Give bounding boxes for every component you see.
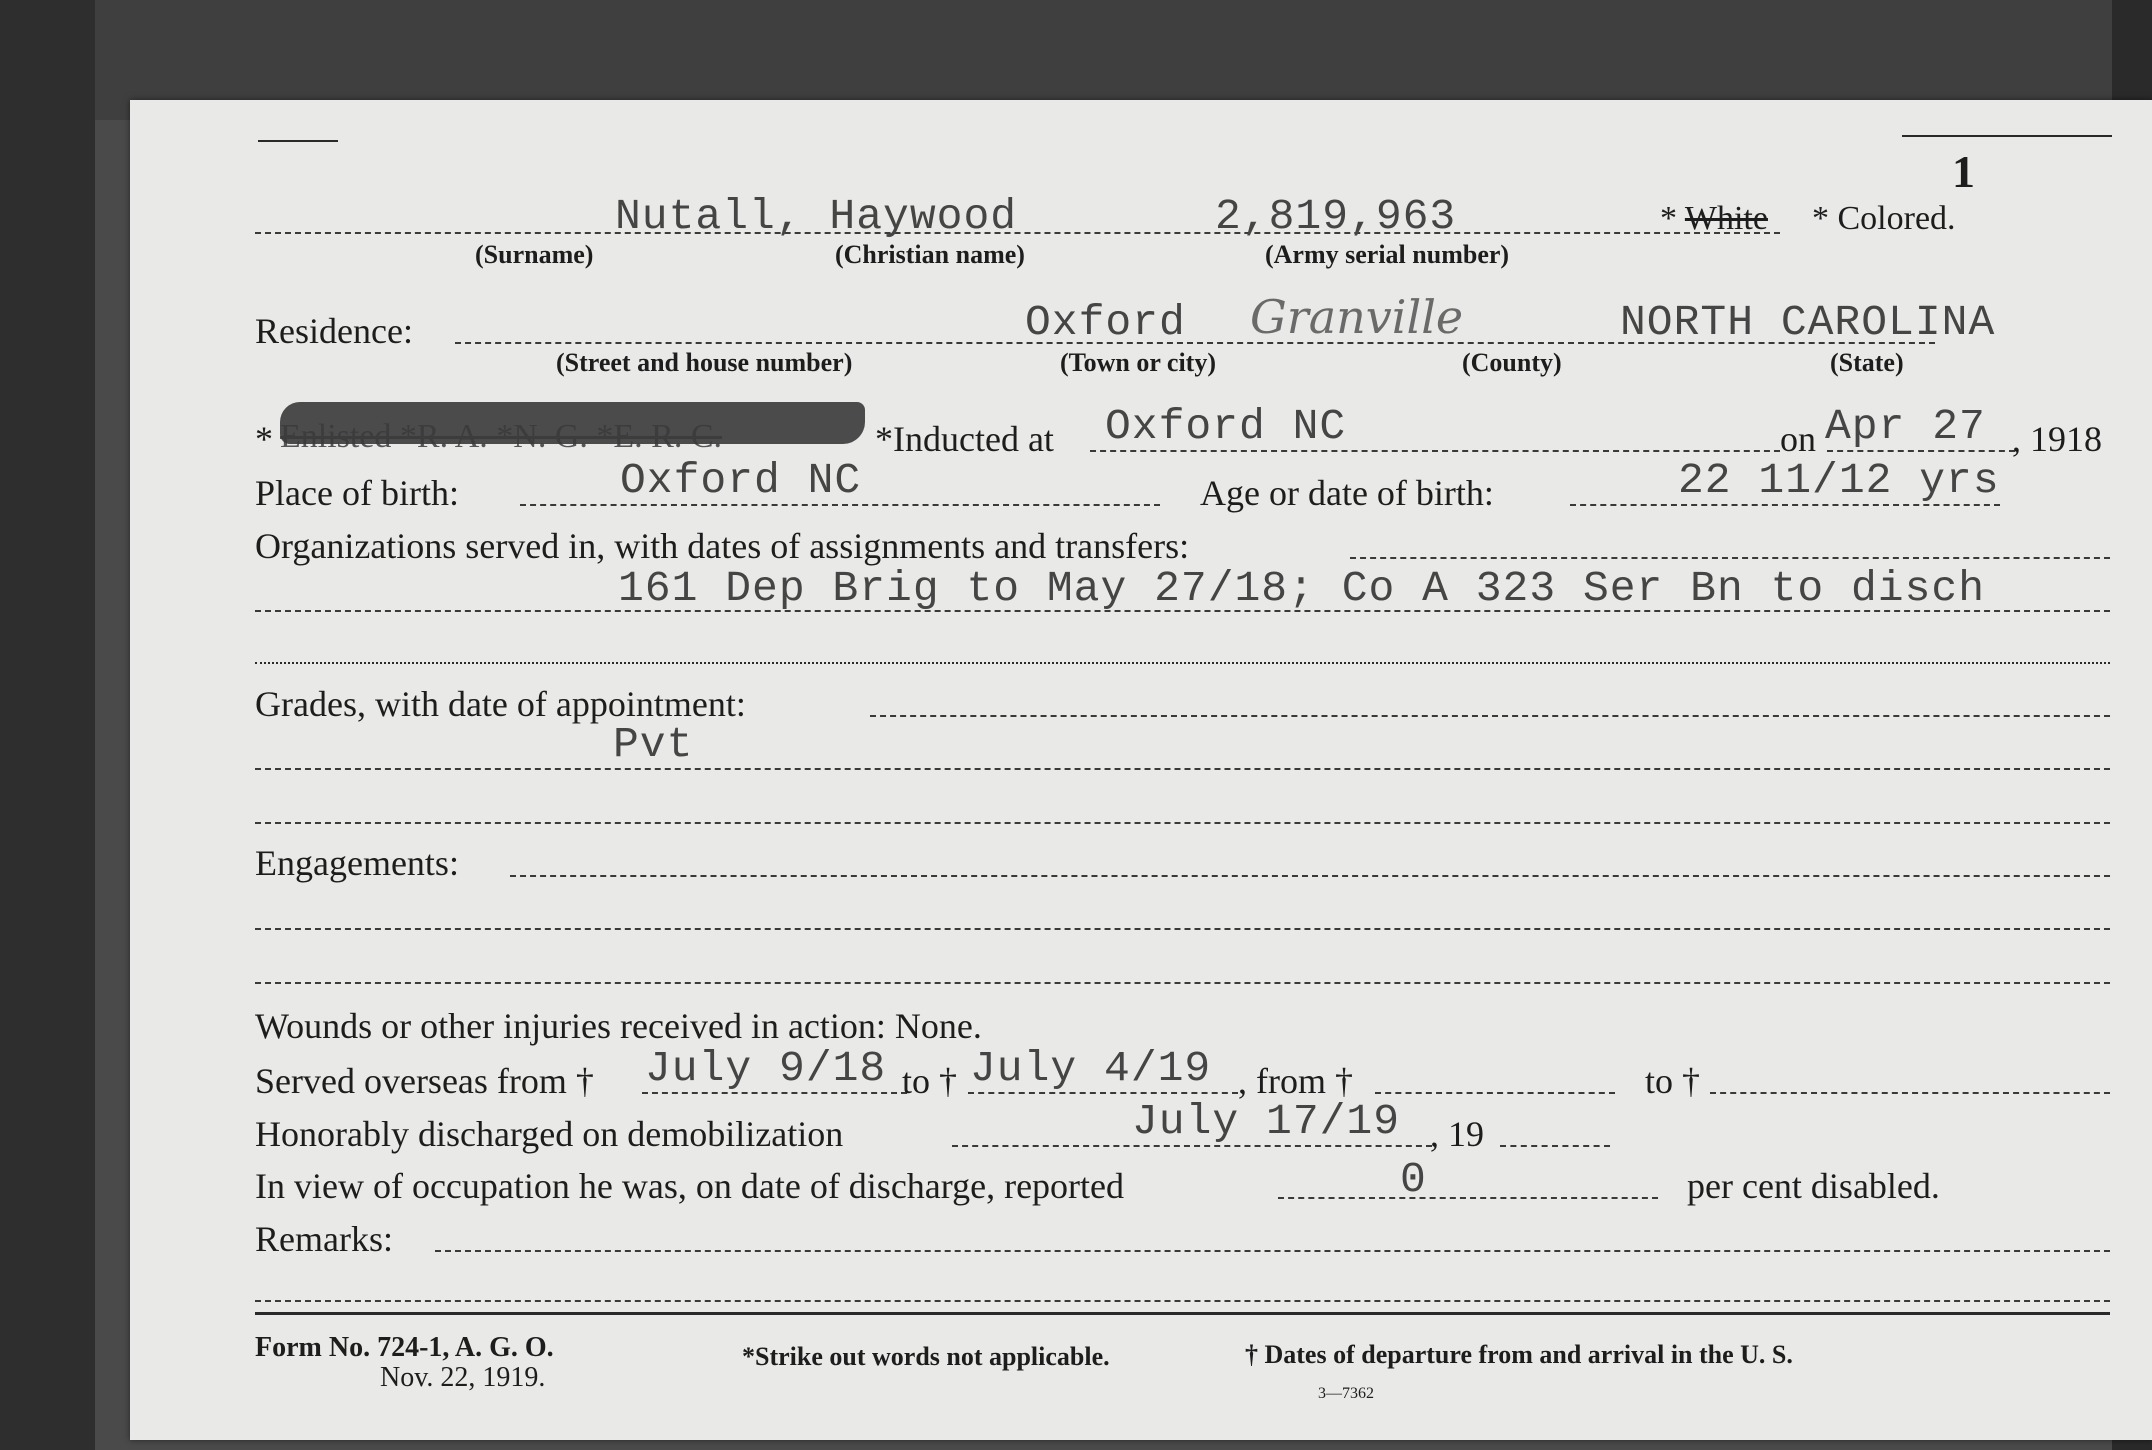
organizations-line-1 bbox=[1350, 557, 2110, 559]
street-label: (Street and house number) bbox=[556, 348, 853, 377]
surname-label: (Surname) bbox=[475, 240, 594, 269]
serial-label: (Army serial number) bbox=[1265, 240, 1510, 269]
residence-state: NORTH CAROLINA bbox=[1620, 298, 1996, 347]
county-label: (County) bbox=[1462, 348, 1562, 377]
engagements-line-2 bbox=[255, 928, 2110, 930]
background-left bbox=[0, 0, 95, 1450]
remarks-label: Remarks: bbox=[255, 1219, 393, 1259]
overseas-from2-label: , from † bbox=[1238, 1061, 1353, 1101]
overseas-to2-label: to † bbox=[1645, 1061, 1701, 1101]
overseas-to-value: July 4/19 bbox=[970, 1044, 1212, 1093]
race-asterisk: * bbox=[1660, 200, 1677, 237]
dates-note: † Dates of departure from and arrival in the U. S. bbox=[1245, 1340, 1793, 1369]
disability-label: In view of occupation he was, on date of discharge, reported bbox=[255, 1166, 1125, 1206]
disability-line bbox=[1278, 1197, 1658, 1199]
name-value: Nutall, Haywood bbox=[615, 192, 1018, 241]
grades-line-2 bbox=[255, 768, 2110, 770]
top-right-rule bbox=[1902, 135, 2112, 137]
engagements-line-3 bbox=[255, 982, 2110, 984]
induction-date: Apr 27 bbox=[1825, 402, 1986, 451]
engagements-label: Engagements: bbox=[255, 843, 459, 883]
christian-name-label: (Christian name) bbox=[835, 240, 1025, 269]
name-line bbox=[255, 232, 1780, 234]
engagements-line-1 bbox=[510, 875, 2110, 877]
residence-county: Granville bbox=[1250, 290, 1464, 344]
organizations-line-3 bbox=[255, 662, 2110, 664]
disability-value: 0 bbox=[1400, 1155, 1427, 1204]
age-label: Age or date of birth: bbox=[1200, 473, 1494, 513]
grades-line-1 bbox=[870, 715, 2110, 717]
on-label: on bbox=[1780, 419, 1816, 459]
service-card bbox=[130, 100, 2152, 1440]
inducted-value: Oxford NC bbox=[1105, 402, 1347, 451]
organizations-label: Organizations served in, with dates of assignments and transfers: bbox=[255, 526, 1190, 566]
grades-line-3 bbox=[255, 822, 2110, 824]
serial-value: 2,819,963 bbox=[1215, 192, 1457, 241]
induction-asterisk: * bbox=[255, 419, 273, 459]
top-left-rule bbox=[258, 140, 338, 142]
overseas-to2-line bbox=[1710, 1092, 2110, 1094]
discharge-year-line bbox=[1500, 1145, 1610, 1147]
discharge-label: Honorably discharged on demobilization bbox=[255, 1114, 844, 1154]
organizations-value: 161 Dep Brig to May 27/18; Co A 323 Ser Bn to disch bbox=[618, 564, 1986, 613]
residence-town: Oxford bbox=[1025, 298, 1186, 347]
race-colored: * Colored. bbox=[1812, 200, 1956, 237]
residence-label: Residence: bbox=[255, 311, 413, 351]
inducted-label: *Inducted at bbox=[875, 419, 1054, 459]
card-number: 1 bbox=[1952, 146, 1975, 197]
place-of-birth-value: Oxford NC bbox=[620, 456, 862, 505]
overseas-from-value: July 9/18 bbox=[645, 1044, 887, 1093]
ink-smudge bbox=[280, 402, 865, 444]
overseas-to-label: to † bbox=[902, 1061, 958, 1101]
discharge-value: July 17/19 bbox=[1132, 1097, 1401, 1146]
overseas-from2-line bbox=[1375, 1092, 1615, 1094]
overseas-label: Served overseas from † bbox=[255, 1061, 594, 1101]
strike-note: *Strike out words not applicable. bbox=[742, 1342, 1110, 1371]
remarks-line-1 bbox=[435, 1250, 2110, 1252]
discharge-year: , 19 bbox=[1430, 1114, 1484, 1154]
grades-label: Grades, with date of appointment: bbox=[255, 684, 746, 724]
wounds-label: Wounds or other injuries received in action: None. bbox=[255, 1006, 982, 1046]
age-value: 22 11/12 yrs bbox=[1678, 456, 2000, 505]
induction-year: , 1918 bbox=[2012, 419, 2102, 459]
form-date: Nov. 22, 1919. bbox=[380, 1362, 546, 1393]
print-code: 3—7362 bbox=[1318, 1385, 1374, 1402]
footer-rule bbox=[255, 1312, 2110, 1315]
state-label: (State) bbox=[1830, 348, 1904, 377]
disability-suffix: per cent disabled. bbox=[1687, 1166, 1940, 1206]
place-of-birth-label: Place of birth: bbox=[255, 473, 459, 513]
race-white bbox=[1660, 200, 1768, 238]
remarks-line-2 bbox=[255, 1300, 2110, 1302]
town-label: (Town or city) bbox=[1060, 348, 1216, 377]
grades-value: Pvt bbox=[613, 720, 694, 769]
form-number: Form No. 724-1, A. G. O. bbox=[255, 1332, 554, 1363]
race-white-struck: White bbox=[1684, 200, 1768, 237]
